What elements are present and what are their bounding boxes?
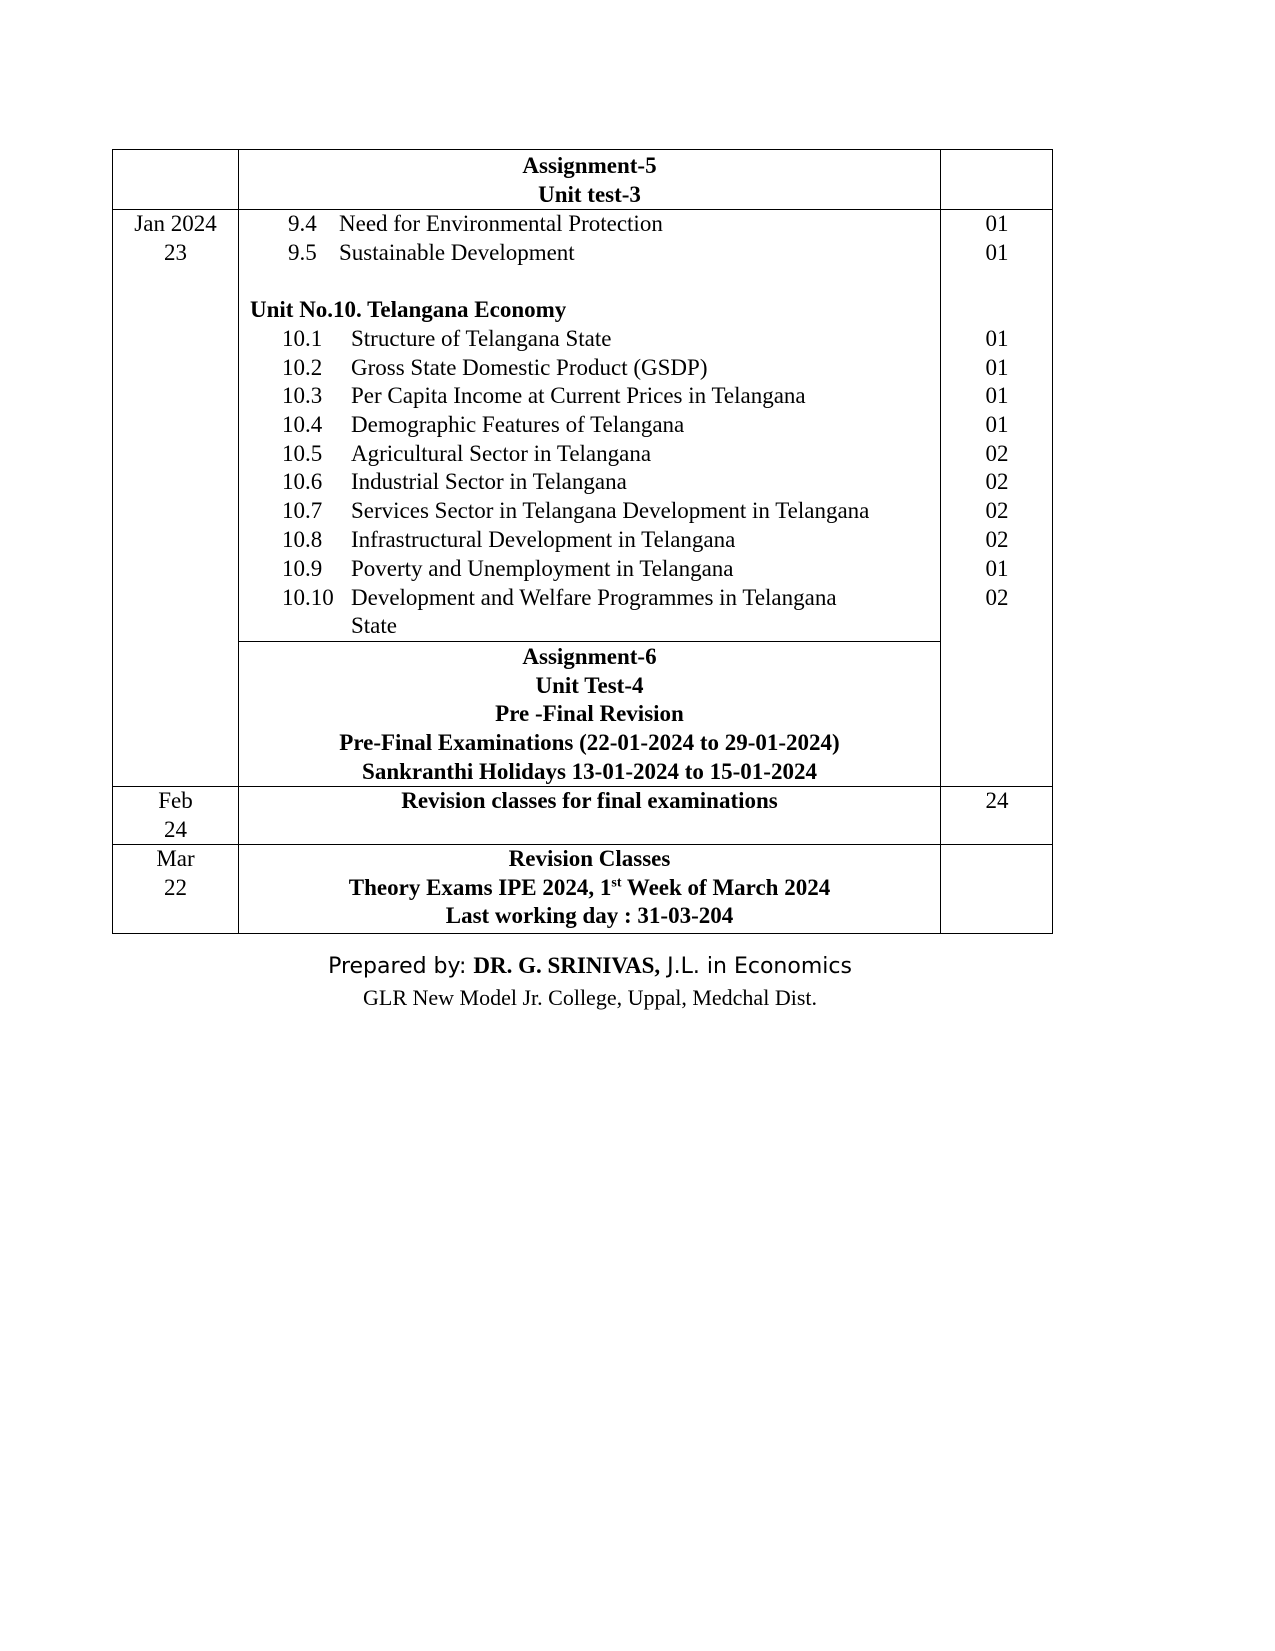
college-line: GLR New Model Jr. College, Uppal, Medchal Dist. (363, 985, 817, 1010)
topic-9-5-num: 9.5 (288, 240, 317, 265)
topic-10-6-title: Industrial Sector in Telangana (351, 469, 627, 494)
topic-10-8-num: 10.8 (282, 527, 323, 552)
topic-10-7-num: 10.7 (282, 498, 323, 523)
topic-10-4-hours: 01 (985, 412, 1009, 437)
prepared-by-label: Prepared by: (328, 954, 474, 979)
topic-10-10-hours: 02 (985, 585, 1009, 610)
topic-10-9-title: Poverty and Unemployment in Telangana (351, 556, 734, 581)
topic-10-8-title: Infrastructural Development in Telangana (351, 527, 736, 552)
jan-month: Jan 2024 (134, 211, 217, 236)
theory-exams-text-pre: Theory Exams IPE 2024, 1 (348, 875, 612, 900)
author-designation: J.L. in Economics (660, 954, 852, 979)
topic-10-3-hours: 01 (985, 383, 1009, 408)
topic-10-5-title: Agricultural Sector in Telangana (351, 441, 652, 466)
unit-test-4-label: Unit Test-4 (535, 673, 644, 698)
theory-exams-superscript: st (611, 875, 622, 891)
topic-10-5-num: 10.5 (282, 441, 323, 466)
sankranthi-holidays-label: Sankranthi Holidays 13-01-2024 to 15-01-2024 (362, 759, 817, 784)
topic-10-4-title: Demographic Features of Telangana (351, 412, 685, 437)
topic-9-4-num: 9.4 (288, 211, 317, 236)
topic-10-6-num: 10.6 (282, 469, 323, 494)
mar-last-working-day-label: Last working day : 31-03-204 (445, 903, 734, 928)
topic-10-2-hours: 01 (985, 355, 1009, 380)
topic-10-7-title: Services Sector in Telangana Development in Telangana (351, 498, 870, 523)
topic-10-9-hours: 01 (985, 556, 1009, 581)
topic-10-1-hours: 01 (985, 326, 1009, 351)
author-name: DR. G. SRINIVAS, (473, 953, 661, 978)
mar-theory-exams-label (239, 874, 940, 902)
topic-9-4-title: Need for Environmental Protection (339, 211, 663, 236)
feb-revision-label: Revision classes for final examinations (401, 788, 778, 813)
topic-10-6-hours: 02 (985, 469, 1009, 494)
assignment-5-label: Assignment-5 (522, 153, 657, 178)
topic-10-3-title: Per Capita Income at Current Prices in Telangana (351, 383, 806, 408)
mar-days: 22 (164, 875, 187, 900)
topic-10-9-num: 10.9 (282, 556, 323, 581)
topic-10-4-num: 10.4 (282, 412, 323, 437)
unit-10-heading: Unit No.10. Telangana Economy (250, 297, 567, 322)
topic-10-10-title: Development and Welfare Programmes in Telangana (351, 585, 837, 610)
topic-10-10-title-cont: State (351, 613, 397, 638)
assignment-6-label: Assignment-6 (522, 644, 657, 669)
pre-final-exams-label: Pre-Final Examinations (22-01-2024 to 29-01-2024) (339, 730, 840, 755)
topic-10-3-num: 10.3 (282, 383, 323, 408)
row-divider-inner (238, 641, 941, 642)
feb-month: Feb (158, 788, 193, 813)
topic-10-10-num: 10.10 (282, 585, 334, 610)
topic-10-8-hours: 02 (985, 527, 1009, 552)
unit-test-3-label: Unit test-3 (538, 182, 641, 207)
prepared-by-line (0, 950, 1180, 983)
topic-10-2-num: 10.2 (282, 355, 323, 380)
theory-exams-text-post: Week of March 2024 (621, 875, 831, 900)
mar-revision-classes-label: Revision Classes (508, 846, 671, 871)
topic-9-5-hours: 01 (985, 240, 1009, 265)
feb-hours: 24 (985, 788, 1009, 813)
topic-10-1-num: 10.1 (282, 326, 323, 351)
topic-9-4-hours: 01 (985, 211, 1009, 236)
topic-10-1-title: Structure of Telangana State (351, 326, 612, 351)
mar-month: Mar (156, 846, 195, 871)
jan-days: 23 (164, 240, 187, 265)
col-divider-1 (238, 149, 239, 934)
topic-10-2-title: Gross State Domestic Product (GSDP) (351, 355, 708, 380)
topic-10-7-hours: 02 (985, 498, 1009, 523)
feb-days: 24 (164, 817, 187, 842)
topic-9-5-title: Sustainable Development (339, 240, 575, 265)
topic-10-5-hours: 02 (985, 441, 1009, 466)
pre-final-revision-label: Pre -Final Revision (495, 701, 684, 726)
